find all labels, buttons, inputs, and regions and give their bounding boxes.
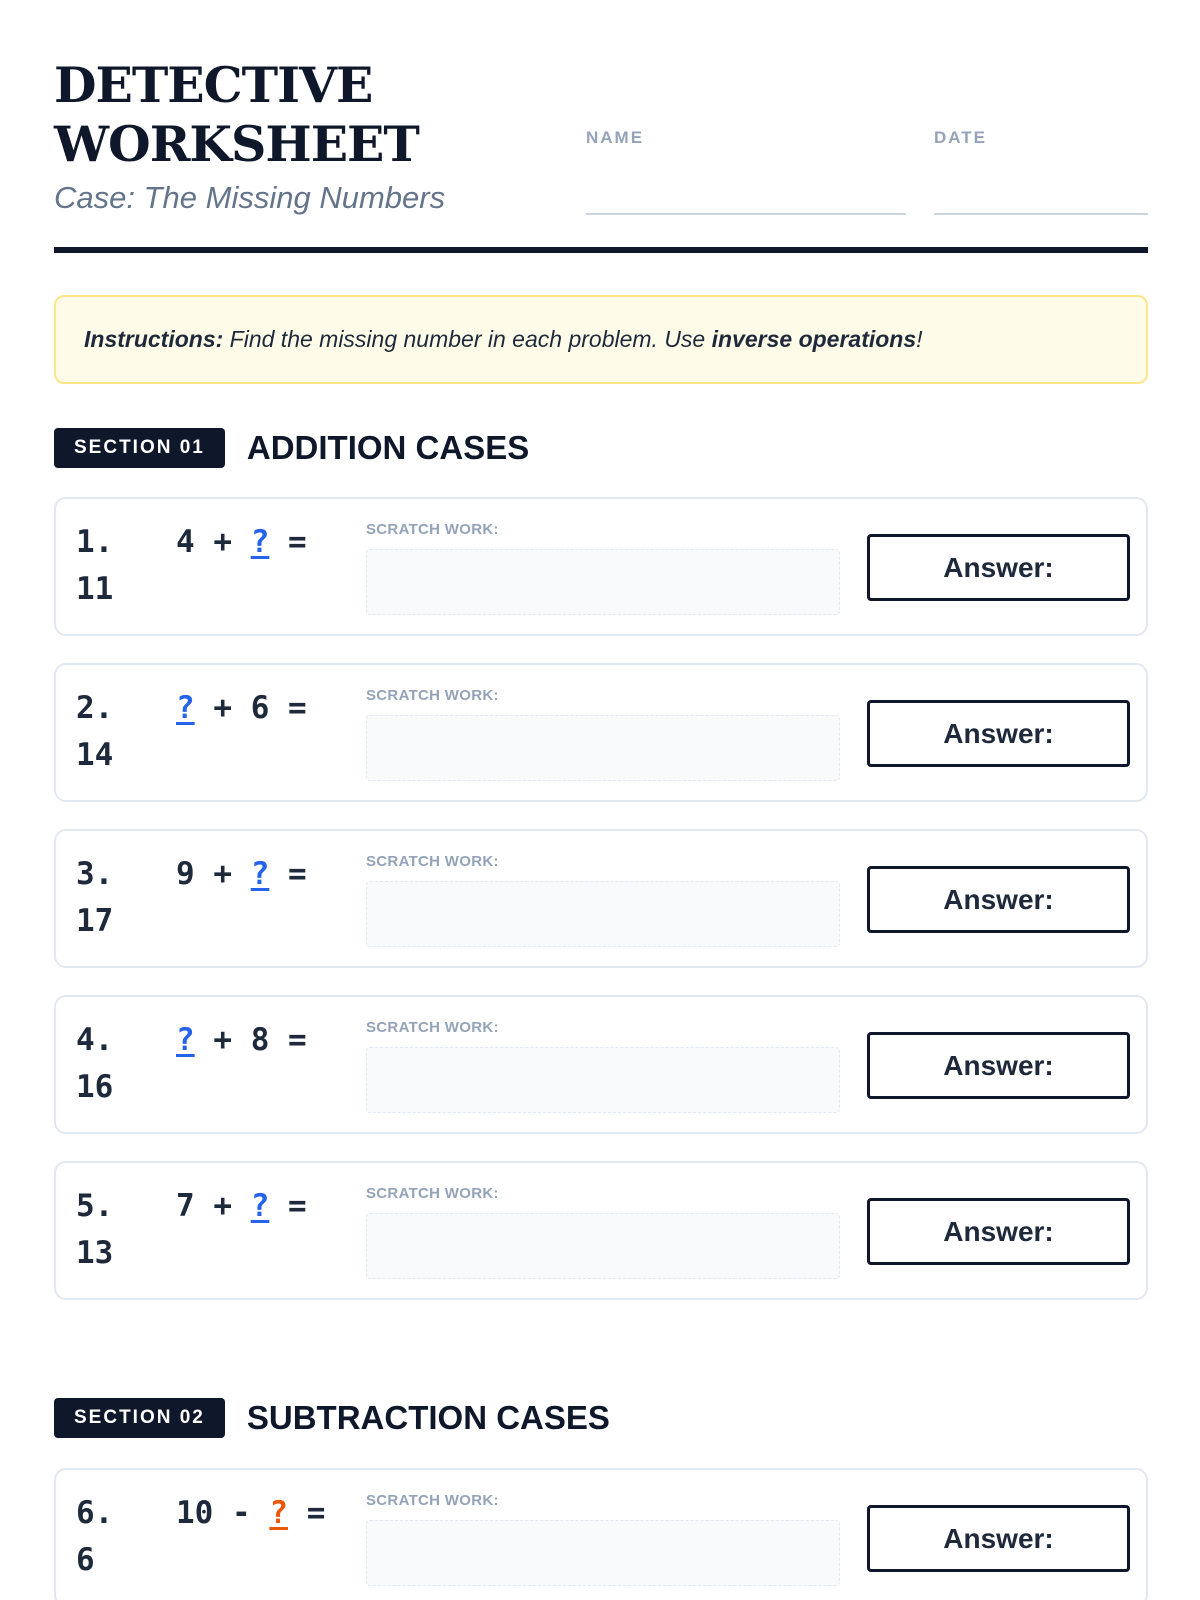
problem-equation bbox=[76, 1183, 336, 1277]
problem-number: 1. bbox=[76, 524, 114, 560]
problem-result: 14 bbox=[76, 737, 114, 773]
problem-number: 2. bbox=[76, 690, 114, 726]
scratch-work-area[interactable] bbox=[366, 549, 840, 615]
scratch-work-label: SCRATCH WORK: bbox=[366, 1185, 499, 1202]
instructions-text: Find the missing number in each problem. Use bbox=[223, 326, 712, 352]
missing-number: ? bbox=[176, 690, 195, 726]
problem-card bbox=[54, 829, 1148, 968]
date-label: DATE bbox=[934, 128, 988, 147]
section-badge: SECTION 02 bbox=[54, 1398, 225, 1438]
problem-result: 13 bbox=[76, 1235, 114, 1271]
problem-result: 6 bbox=[76, 1542, 95, 1578]
problem-result: 11 bbox=[76, 571, 114, 607]
problem-card bbox=[54, 497, 1148, 636]
problem-number: 6. bbox=[76, 1495, 114, 1531]
operator: + bbox=[213, 690, 233, 726]
missing-number: ? bbox=[176, 1022, 195, 1058]
operator: + bbox=[213, 856, 233, 892]
problem-card bbox=[54, 1161, 1148, 1300]
problem-card bbox=[54, 995, 1148, 1134]
name-label: NAME bbox=[586, 128, 645, 147]
instructions-end: ! bbox=[916, 326, 923, 352]
scratch-work-area[interactable] bbox=[366, 881, 840, 947]
problem-equation bbox=[76, 685, 336, 779]
worksheet-header bbox=[54, 56, 1148, 256]
problem-result: 17 bbox=[76, 903, 114, 939]
operand: 7 bbox=[176, 1188, 195, 1224]
answer-box[interactable]: Answer: bbox=[867, 1505, 1130, 1572]
equals-sign: = bbox=[306, 1495, 326, 1531]
answer-box[interactable]: Answer: bbox=[867, 534, 1130, 601]
instructions-box bbox=[54, 295, 1148, 384]
operator: + bbox=[213, 524, 233, 560]
equals-sign: = bbox=[288, 856, 307, 892]
section-title: SUBTRACTION CASES bbox=[246, 1399, 610, 1436]
answer-box[interactable]: Answer: bbox=[867, 866, 1130, 933]
problem-card bbox=[54, 663, 1148, 802]
scratch-work-label: SCRATCH WORK: bbox=[366, 1019, 499, 1036]
problem-equation bbox=[76, 519, 336, 613]
section-title: ADDITION CASES bbox=[246, 429, 530, 466]
operand: 9 bbox=[176, 856, 195, 892]
problem-result: 16 bbox=[76, 1069, 114, 1105]
scratch-work-label: SCRATCH WORK: bbox=[366, 853, 499, 870]
scratch-work-area[interactable] bbox=[366, 1213, 840, 1279]
operand: 10 bbox=[176, 1495, 214, 1531]
operand: 8 bbox=[250, 1022, 270, 1058]
scratch-work-label: SCRATCH WORK: bbox=[366, 521, 499, 538]
header-divider bbox=[54, 247, 1148, 253]
scratch-work-label: SCRATCH WORK: bbox=[366, 1492, 499, 1509]
equals-sign: = bbox=[288, 1022, 307, 1058]
operator: + bbox=[213, 1188, 233, 1224]
answer-box[interactable]: Answer: bbox=[867, 1198, 1130, 1265]
section-header bbox=[54, 428, 529, 468]
problem-equation bbox=[76, 851, 336, 945]
missing-number: ? bbox=[269, 1495, 289, 1531]
section-badge: SECTION 01 bbox=[54, 428, 225, 468]
case-subtitle: Case: The Missing Numbers bbox=[54, 180, 446, 215]
scratch-work-area[interactable] bbox=[366, 715, 840, 781]
operand: 6 bbox=[250, 690, 270, 726]
operator: - bbox=[232, 1495, 251, 1531]
section-header bbox=[54, 1398, 610, 1438]
problem-number: 3. bbox=[76, 856, 114, 892]
problem-equation bbox=[76, 1017, 336, 1111]
operand: 4 bbox=[176, 524, 195, 560]
name-input-line[interactable] bbox=[586, 213, 906, 215]
instructions-emphasis: inverse operations bbox=[711, 326, 917, 352]
worksheet-title: DETECTIVE WORKSHEET bbox=[54, 56, 419, 173]
scratch-work-label: SCRATCH WORK: bbox=[366, 687, 499, 704]
equals-sign: = bbox=[288, 524, 307, 560]
instructions-lead: Instructions: bbox=[84, 326, 224, 352]
problem-card bbox=[54, 1468, 1148, 1600]
date-field bbox=[934, 128, 987, 148]
problem-number: 4. bbox=[76, 1022, 114, 1058]
missing-number: ? bbox=[250, 524, 270, 560]
date-input-line[interactable] bbox=[934, 213, 1148, 215]
missing-number: ? bbox=[250, 1188, 270, 1224]
equals-sign: = bbox=[288, 1188, 307, 1224]
answer-box[interactable]: Answer: bbox=[867, 700, 1130, 767]
scratch-work-area[interactable] bbox=[366, 1047, 840, 1113]
operator: + bbox=[213, 1022, 233, 1058]
name-field bbox=[586, 128, 644, 148]
missing-number: ? bbox=[250, 856, 270, 892]
answer-box[interactable]: Answer: bbox=[867, 1032, 1130, 1099]
equals-sign: = bbox=[288, 690, 307, 726]
scratch-work-area[interactable] bbox=[366, 1520, 840, 1586]
problem-equation bbox=[76, 1490, 336, 1584]
problem-number: 5. bbox=[76, 1188, 114, 1224]
